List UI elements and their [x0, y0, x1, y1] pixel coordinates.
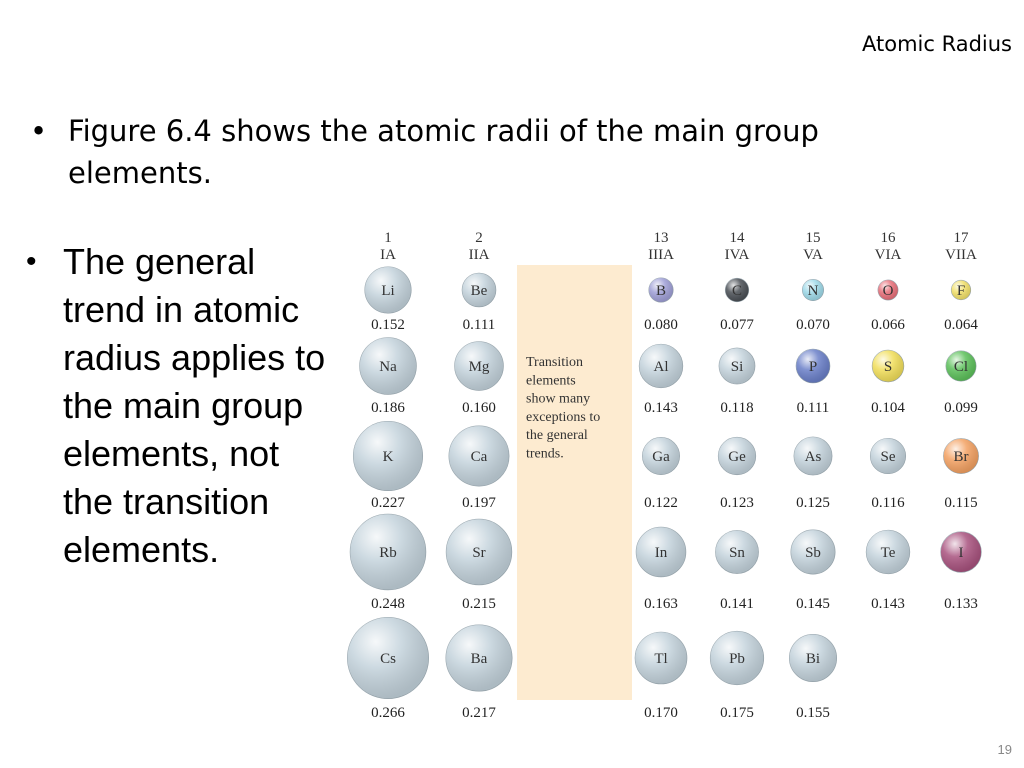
element-symbol: Tl: [654, 651, 668, 667]
element-symbol: Li: [381, 283, 395, 299]
element-symbol: P: [808, 359, 818, 375]
element-symbol: Bi: [805, 651, 821, 667]
element-symbol: S: [883, 359, 893, 375]
element-k: [353, 421, 422, 511]
element-sn: [715, 530, 758, 612]
element-se: [870, 438, 905, 511]
element-mg: [455, 342, 504, 416]
bullet-text: Figure 6.4 shows the atomic radii of the main group elements.: [68, 114, 819, 190]
element-tl: [635, 632, 687, 721]
element-symbol: Se: [880, 449, 896, 465]
element-symbol: N: [807, 283, 819, 299]
element-sr: [446, 519, 512, 612]
element-symbol: Mg: [468, 359, 490, 375]
element-symbol: Si: [730, 359, 744, 375]
element-symbol: Na: [379, 359, 397, 375]
element-si: [719, 348, 755, 416]
element-ca: [449, 426, 509, 511]
slide-title: Atomic Radius: [861, 32, 1012, 56]
group-roman-label: IIA: [468, 247, 490, 263]
atomic-radius-value: 0.116: [871, 495, 905, 511]
element-ge: [718, 437, 756, 511]
atomic-radius-value: 0.133: [944, 596, 978, 612]
atomic-radius-value: 0.215: [462, 596, 496, 612]
element-cl: [944, 351, 978, 416]
group-number-label: 14: [729, 230, 745, 246]
element-symbol: Ga: [652, 449, 670, 465]
element-symbol: Ca: [470, 449, 488, 465]
atomic-radius-value: 0.125: [796, 495, 830, 511]
atomic-radius-value: 0.104: [871, 400, 905, 416]
group-number-label: 1: [384, 230, 392, 246]
element-in: [636, 527, 686, 612]
element-f: [944, 280, 978, 333]
element-s: [871, 350, 905, 416]
element-c: [720, 278, 754, 333]
atomic-radius-value: 0.155: [796, 705, 830, 721]
element-symbol: Sb: [805, 545, 821, 561]
atomic-radius-value: 0.266: [371, 705, 405, 721]
atomic-radius-value: 0.111: [462, 317, 496, 333]
atomic-radius-value: 0.080: [644, 317, 678, 333]
element-symbol: Be: [470, 283, 488, 299]
bullet-marker: •: [30, 114, 48, 148]
atomic-radius-value: 0.123: [720, 495, 754, 511]
atomic-radius-value: 0.099: [944, 400, 978, 416]
atomic-radius-value: 0.152: [371, 317, 405, 333]
group-roman-label: VA: [803, 247, 823, 263]
transition-note-line: the general: [526, 428, 588, 444]
element-symbol: Cs: [380, 651, 396, 667]
group-roman-label: IIIA: [648, 247, 674, 263]
transition-elements-box: [517, 265, 632, 700]
element-rb: [350, 514, 426, 612]
element-te: [866, 530, 910, 612]
group-number-label: 13: [653, 230, 669, 246]
atomic-radius-value: 0.163: [644, 596, 678, 612]
element-symbol: Ba: [470, 651, 488, 667]
element-p: [796, 349, 830, 416]
atomic-radius-value: 0.122: [644, 495, 678, 511]
group-number-label: 17: [953, 230, 969, 246]
element-symbol: F: [956, 283, 966, 299]
page-number: 19: [997, 742, 1012, 757]
group-roman-label: IVA: [724, 247, 750, 263]
element-spheres: [347, 267, 981, 721]
element-symbol: K: [382, 449, 394, 465]
element-symbol: Te: [880, 545, 896, 561]
element-symbol: Sr: [472, 545, 486, 561]
atomic-radius-value: 0.143: [644, 400, 678, 416]
element-i: [941, 532, 982, 612]
element-symbol: As: [804, 449, 822, 465]
element-li: [365, 267, 412, 333]
element-ga: [642, 437, 679, 511]
group-headers: [380, 230, 977, 263]
element-symbol: Cl: [953, 359, 969, 375]
element-symbol: C: [731, 283, 743, 299]
bullet-marker: •: [26, 245, 37, 278]
element-be: [462, 273, 496, 333]
atomic-radius-value: 0.248: [371, 596, 405, 612]
atomic-radius-value: 0.064: [944, 317, 978, 333]
atomic-radius-value: 0.143: [871, 596, 905, 612]
element-cs: [347, 617, 428, 721]
element-sb: [791, 530, 835, 612]
bullet-text: The general trend in atomic radius applies to the main group elements, not the transition elements.: [63, 241, 326, 570]
element-b: [644, 278, 678, 333]
element-symbol: Pb: [729, 651, 745, 667]
element-na: [360, 338, 417, 416]
element-br: [943, 438, 978, 511]
atomic-radius-value: 0.111: [796, 400, 830, 416]
group-roman-label: VIA: [874, 247, 902, 263]
element-symbol: B: [655, 283, 667, 299]
element-n: [796, 279, 830, 333]
atomic-radius-value: 0.217: [462, 705, 496, 721]
atomic-radius-value: 0.197: [462, 495, 496, 511]
element-ba: [446, 625, 512, 721]
element-symbol: Br: [953, 449, 969, 465]
transition-note-line: show many: [526, 391, 591, 407]
atomic-radius-value: 0.175: [720, 705, 754, 721]
element-symbol: In: [654, 545, 668, 561]
transition-note-line: trends.: [526, 446, 564, 462]
element-symbol: Sn: [729, 545, 745, 561]
atomic-radius-value: 0.070: [796, 317, 830, 333]
group-number-label: 16: [880, 230, 896, 246]
transition-note-line: Transition: [526, 355, 584, 370]
element-symbol: Ge: [728, 449, 746, 465]
element-bi: [789, 634, 836, 721]
element-symbol: I: [958, 545, 964, 561]
atomic-radius-value: 0.170: [644, 705, 678, 721]
atomic-radius-value: 0.066: [871, 317, 905, 333]
element-symbol: Al: [653, 359, 669, 375]
element-o: [871, 280, 905, 333]
group-number-label: 2: [475, 230, 483, 246]
atomic-radius-value: 0.077: [720, 317, 754, 333]
transition-note-line: elements: [526, 373, 576, 389]
element-al: [639, 344, 683, 416]
transition-note-line: exceptions to: [526, 409, 601, 425]
atomic-radius-value: 0.115: [944, 495, 978, 511]
element-symbol: O: [882, 283, 894, 299]
element-pb: [710, 631, 764, 721]
atomic-radius-value: 0.160: [462, 400, 496, 416]
atomic-radius-value: 0.227: [371, 495, 405, 511]
group-number-label: 15: [805, 230, 821, 246]
group-roman-label: IA: [380, 247, 396, 263]
atomic-radius-value: 0.186: [371, 400, 405, 416]
atomic-radius-value: 0.145: [796, 596, 830, 612]
element-as: [794, 437, 832, 511]
atomic-radius-value: 0.141: [720, 596, 754, 612]
group-roman-label: VIIA: [945, 247, 977, 263]
atomic-radius-value: 0.118: [720, 400, 754, 416]
element-symbol: Rb: [379, 545, 397, 561]
